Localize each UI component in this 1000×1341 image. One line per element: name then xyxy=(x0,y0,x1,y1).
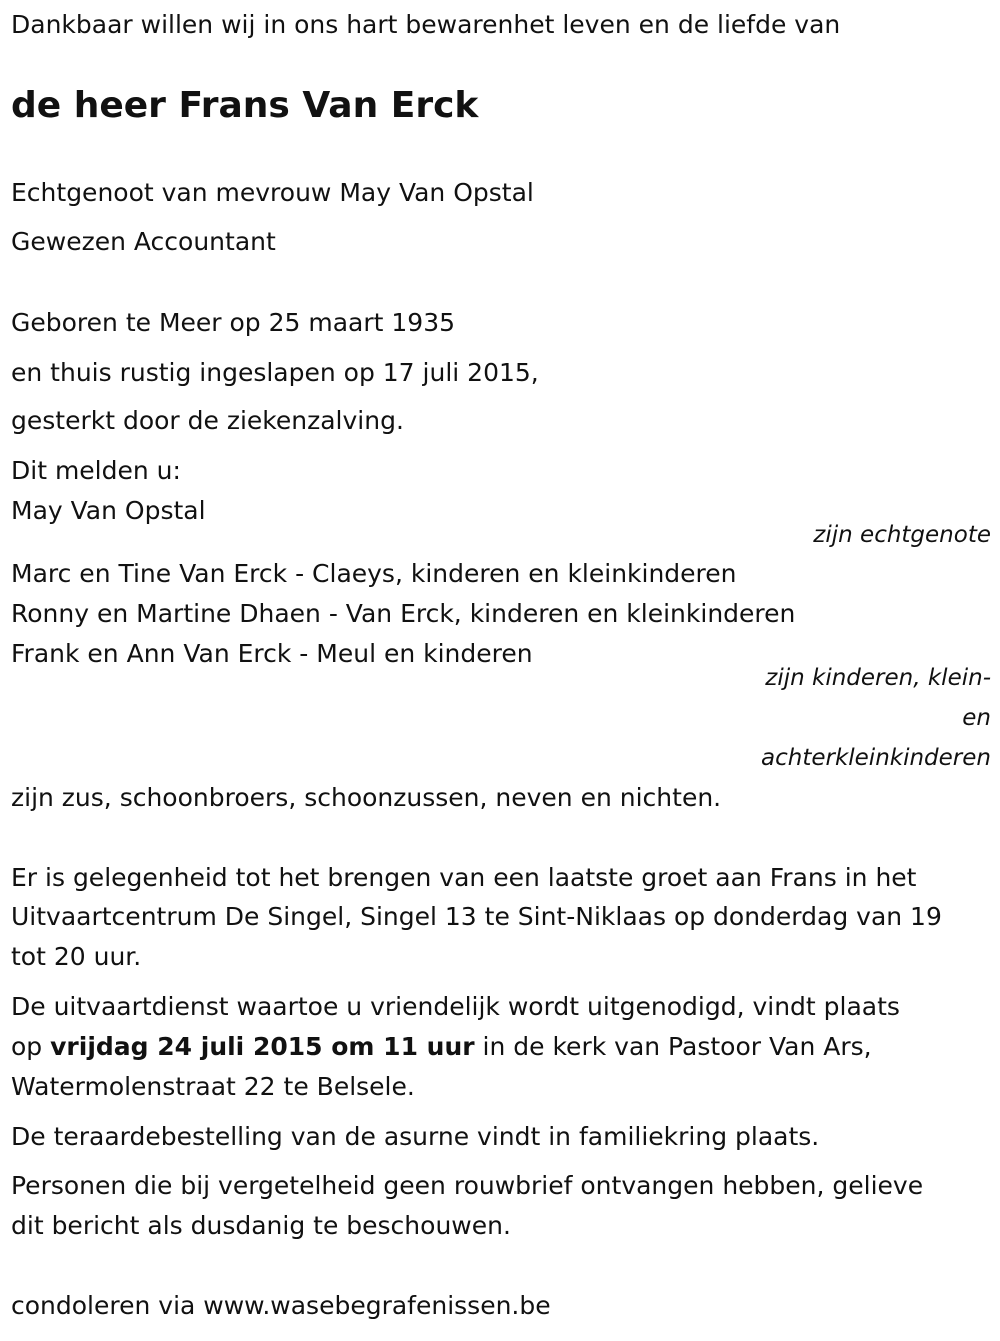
spouse-name: May Van Opstal xyxy=(11,496,206,525)
visitation-line-2: Uitvaartcentrum De Singel, Singel 13 te Sint-Niklaas op donderdag van 19 xyxy=(11,902,942,931)
children-line-2: Ronny en Martine Dhaen - Van Erck, kinderen en kleinkinderen xyxy=(11,599,796,628)
intro-text: Dankbaar willen wij in ons hart bewarenhet leven en de liefde van xyxy=(11,10,841,39)
spouse-role: zijn echtgenote xyxy=(813,522,991,548)
profession: Gewezen Accountant xyxy=(11,227,276,256)
children-role-1: zijn kinderen, klein- xyxy=(765,665,991,691)
funeral-suffix: in de kerk van Pastoor Van Ars, xyxy=(474,1032,872,1061)
spouse-line: Echtgenoot van mevrouw May Van Opstal xyxy=(11,178,534,207)
visitation-line-3: tot 20 uur. xyxy=(11,942,142,971)
notice-line-2: dit bericht als dusdanig te beschouwen. xyxy=(11,1211,511,1240)
burial-info: De teraardebestelling van de asurne vindt in familiekring plaats. xyxy=(11,1122,820,1151)
family-line: zijn zus, schoonbroers, schoonzussen, neven en nichten. xyxy=(11,783,722,812)
funeral-date: vrijdag 24 juli 2015 om 11 uur xyxy=(50,1032,475,1061)
deceased-name: de heer Frans Van Erck xyxy=(11,85,479,126)
children-line-3: Frank en Ann Van Erck - Meul en kinderen xyxy=(11,639,533,668)
announce-intro: Dit melden u: xyxy=(11,456,181,485)
visitation-line-1: Er is gelegenheid tot het brengen van een laatste groet aan Frans in het xyxy=(11,863,917,892)
death-info: en thuis rustig ingeslapen op 17 juli 2015, xyxy=(11,358,539,387)
funeral-line-1: De uitvaartdienst waartoe u vriendelijk wordt uitgenodigd, vindt plaats xyxy=(11,992,900,1021)
funeral-line-3: Watermolenstraat 22 te Belsele. xyxy=(11,1072,415,1101)
birth-info: Geboren te Meer op 25 maart 1935 xyxy=(11,308,456,337)
funeral-line-2 xyxy=(11,1027,872,1067)
condolences-link[interactable]: condoleren via www.wasebegrafenissen.be xyxy=(11,1291,551,1320)
children-line-1: Marc en Tine Van Erck - Claeys, kinderen en kleinkinderen xyxy=(11,559,737,588)
children-role-3: achterkleinkinderen xyxy=(761,745,991,771)
funeral-prefix: op xyxy=(11,1032,51,1061)
sacrament-info: gesterkt door de ziekenzalving. xyxy=(11,406,404,435)
notice-line-1: Personen die bij vergetelheid geen rouwbrief ontvangen hebben, gelieve xyxy=(11,1171,924,1200)
children-role-2: en xyxy=(962,705,991,731)
